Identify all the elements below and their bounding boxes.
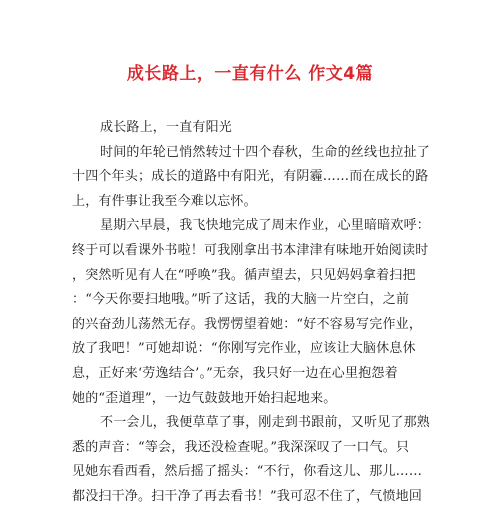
body-line: 上，有件事让我至今难以忘怀。: [72, 193, 257, 209]
document-title: 成长路上，一直有什么 作文4篇: [126, 64, 374, 84]
body-line: ：“今天你要扫地哦。”听了这话，我的大脑一片空白，之前: [72, 292, 410, 308]
body-line: 十四个年头；成长的道路中有阳光，有阴霾……而在成长的路: [72, 169, 429, 185]
body-line: 见她东看西看，然后摇了摇头：“不行，你看这儿、那儿……: [72, 464, 423, 480]
body-line: 成长路上，一直有阳光: [100, 120, 233, 135]
body-line: 的兴奋劲儿荡然无存。我愣愣望着她：“好不容易写完作业，: [72, 316, 423, 332]
body-line: ，突然听见有人在“呼唤”我。循声望去，只见妈妈拿着扫把: [72, 267, 416, 283]
body-line: 时间的年轮已悄然转过十四个春秋，生命的丝线也拉扯了: [100, 144, 431, 160]
body-line: 放了我吧！”可她却说：“你刚写完作业，应该让大脑休息休: [72, 341, 416, 357]
body-line: 悉的声音：“等会，我还没检查呢。”我深深叹了一口气。只: [72, 439, 410, 455]
document-body: [72, 116, 432, 510]
body-line: 她的“歪道理”，一边气鼓鼓地开始扫起地来。: [72, 390, 337, 406]
body-line: 息，正好来‘劳逸结合’。”无奈，我只好一边在心里抱怨着: [72, 365, 398, 381]
body-line: 终于可以看课外书啦！可我刚拿出书本津津有味地开始阅读时: [72, 242, 429, 258]
body-line: 星期六早晨，我飞快地完成了周末作业，心里暗暗欢呼：: [100, 218, 431, 234]
body-line: 不一会儿，我便草草了事，刚走到书跟前，又听见了那熟: [100, 415, 431, 431]
body-line: 都没扫干净。扫干净了再去看书！”我可忍不住了，气愤地回: [72, 488, 423, 504]
